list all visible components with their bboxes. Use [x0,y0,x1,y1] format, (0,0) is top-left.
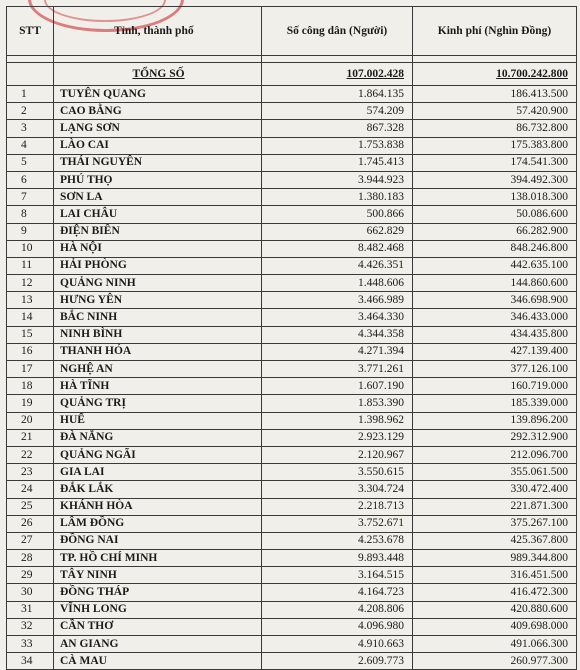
row-province: ĐỒNG NAI [54,532,262,549]
row-province: LÀO CAI [54,137,262,154]
row-budget: 394.492.300 [413,171,577,188]
row-budget: 377.126.100 [413,361,577,378]
row-budget: 260.977.300 [413,653,577,670]
table-header-row [7,7,577,56]
table-row [7,86,577,103]
row-province: TUYÊN QUANG [54,86,262,103]
row-budget: 139.896.200 [413,412,577,429]
row-budget: 144.860.600 [413,275,577,292]
row-citizens: 4.344.358 [262,326,413,343]
table-row [7,309,577,326]
header-province: Tỉnh, thành phố [54,7,262,56]
row-citizens: 4.271.394 [262,343,413,360]
row-citizens: 4.910.663 [262,636,413,653]
row-province: ĐỒNG THÁP [54,584,262,601]
row-budget: 409.698.000 [413,618,577,635]
total-label: TỔNG SỐ [54,63,262,86]
row-budget: 175.383.800 [413,137,577,154]
row-province: CÀ MAU [54,653,262,670]
row-stt: 10 [7,240,54,257]
row-citizens: 3.164.515 [262,567,413,584]
row-citizens: 1.864.135 [262,86,413,103]
row-province: ĐÀ NẴNG [54,429,262,446]
total-row [7,63,577,86]
row-stt: 13 [7,292,54,309]
row-stt: 18 [7,378,54,395]
row-province: BẮC NINH [54,309,262,326]
header-stt: STT [7,7,54,56]
row-province: HUẾ [54,412,262,429]
table-row [7,584,577,601]
row-citizens: 4.253.678 [262,532,413,549]
row-stt: 3 [7,120,54,137]
row-budget: 416.472.300 [413,584,577,601]
row-citizens: 4.426.351 [262,257,413,274]
table-row [7,275,577,292]
row-stt: 16 [7,343,54,360]
row-stt: 22 [7,446,54,463]
table-row [7,223,577,240]
row-budget: 355.061.500 [413,464,577,481]
row-province: HẢI PHÒNG [54,257,262,274]
row-province: QUẢNG TRỊ [54,395,262,412]
row-citizens: 2.120.967 [262,446,413,463]
table-row [7,481,577,498]
row-citizens: 4.208.806 [262,601,413,618]
row-province: HƯNG YÊN [54,292,262,309]
table-row [7,636,577,653]
table-row [7,601,577,618]
row-budget: 186.413.500 [413,86,577,103]
header-citizens: Số công dân (Người) [262,7,413,56]
row-budget: 346.433.000 [413,309,577,326]
row-budget: 50.086.600 [413,206,577,223]
spacer-row [7,56,577,63]
row-citizens: 4.164.723 [262,584,413,601]
row-citizens: 9.893.448 [262,550,413,567]
row-stt: 31 [7,601,54,618]
row-budget: 57.420.900 [413,103,577,120]
table-row [7,292,577,309]
row-citizens: 8.482.468 [262,240,413,257]
row-stt: 7 [7,189,54,206]
row-province: NGHỆ AN [54,361,262,378]
row-citizens: 3.464.330 [262,309,413,326]
row-citizens: 2.923.129 [262,429,413,446]
total-budget: 10.700.242.800 [413,63,577,86]
row-budget: 86.732.800 [413,120,577,137]
row-budget: 292.312.900 [413,429,577,446]
row-province: AN GIANG [54,636,262,653]
table-row [7,240,577,257]
row-budget: 375.267.100 [413,515,577,532]
row-citizens: 3.304.724 [262,481,413,498]
table-row [7,257,577,274]
table-row [7,498,577,515]
table-row [7,446,577,463]
table-row [7,206,577,223]
row-stt: 15 [7,326,54,343]
row-province: LAI CHÂU [54,206,262,223]
row-citizens: 1.380.183 [262,189,413,206]
table-row [7,154,577,171]
row-citizens: 2.609.773 [262,653,413,670]
table-row [7,189,577,206]
row-citizens: 2.218.713 [262,498,413,515]
table-row [7,343,577,360]
row-budget: 221.871.300 [413,498,577,515]
row-citizens: 500.866 [262,206,413,223]
row-budget: 212.096.700 [413,446,577,463]
table-row [7,326,577,343]
row-stt: 20 [7,412,54,429]
row-budget: 420.880.600 [413,601,577,618]
table-row [7,567,577,584]
row-province: KHÁNH HÒA [54,498,262,515]
row-province: ĐẮK LẮK [54,481,262,498]
header-budget: Kinh phí (Nghìn Đồng) [413,7,577,56]
table-row [7,103,577,120]
row-stt: 26 [7,515,54,532]
row-stt: 1 [7,86,54,103]
row-province: GIA LAI [54,464,262,481]
table-row [7,653,577,670]
row-stt: 27 [7,532,54,549]
row-budget: 442.635.100 [413,257,577,274]
row-budget: 66.282.900 [413,223,577,240]
row-budget: 434.435.800 [413,326,577,343]
row-province: HÀ NỘI [54,240,262,257]
row-citizens: 3.466.989 [262,292,413,309]
citizens-budget-table [6,6,577,670]
row-province: HÀ TĨNH [54,378,262,395]
table-row [7,171,577,188]
row-stt: 23 [7,464,54,481]
table-row [7,464,577,481]
row-citizens: 867.328 [262,120,413,137]
row-stt: 24 [7,481,54,498]
row-province: QUẢNG NGÃI [54,446,262,463]
row-citizens: 3.752.671 [262,515,413,532]
row-stt: 33 [7,636,54,653]
row-province: TÂY NINH [54,567,262,584]
table-row [7,550,577,567]
table-row [7,137,577,154]
row-budget: 491.066.300 [413,636,577,653]
row-citizens: 662.829 [262,223,413,240]
row-stt: 8 [7,206,54,223]
row-budget: 330.472.400 [413,481,577,498]
row-budget: 425.367.800 [413,532,577,549]
row-stt: 19 [7,395,54,412]
row-stt: 11 [7,257,54,274]
row-citizens: 1.448.606 [262,275,413,292]
row-budget: 174.541.300 [413,154,577,171]
row-province: LẠNG SƠN [54,120,262,137]
row-province: THANH HÓA [54,343,262,360]
row-stt: 17 [7,361,54,378]
row-citizens: 1.753.838 [262,137,413,154]
total-stt [7,63,54,86]
row-stt: 5 [7,154,54,171]
row-budget: 989.344.800 [413,550,577,567]
row-stt: 2 [7,103,54,120]
total-citizens: 107.002.428 [262,63,413,86]
row-budget: 138.018.300 [413,189,577,206]
row-stt: 4 [7,137,54,154]
row-province: VĨNH LONG [54,601,262,618]
row-citizens: 1.607.190 [262,378,413,395]
row-budget: 185.339.000 [413,395,577,412]
row-stt: 21 [7,429,54,446]
table-row [7,515,577,532]
row-province: QUẢNG NINH [54,275,262,292]
table-row [7,395,577,412]
row-citizens: 1.398.962 [262,412,413,429]
row-province: TP. HỒ CHÍ MINH [54,550,262,567]
row-stt: 12 [7,275,54,292]
row-citizens: 3.944.923 [262,171,413,188]
row-stt: 32 [7,618,54,635]
row-citizens: 1.853.390 [262,395,413,412]
row-citizens: 3.550.615 [262,464,413,481]
row-citizens: 574.209 [262,103,413,120]
table-row [7,120,577,137]
row-budget: 160.719.000 [413,378,577,395]
row-citizens: 3.771.261 [262,361,413,378]
row-province: THÁI NGUYÊN [54,154,262,171]
row-budget: 346.698.900 [413,292,577,309]
row-province: PHÚ THỌ [54,171,262,188]
row-stt: 9 [7,223,54,240]
row-budget: 848.246.800 [413,240,577,257]
row-province: LÂM ĐỒNG [54,515,262,532]
table-row [7,618,577,635]
table-row [7,532,577,549]
row-budget: 427.139.400 [413,343,577,360]
row-stt: 28 [7,550,54,567]
row-province: ĐIỆN BIÊN [54,223,262,240]
table-row [7,412,577,429]
row-stt: 34 [7,653,54,670]
row-citizens: 1.745.413 [262,154,413,171]
row-province: SƠN LA [54,189,262,206]
table-row [7,361,577,378]
row-province: CẦN THƠ [54,618,262,635]
row-province: CAO BẰNG [54,103,262,120]
row-stt: 25 [7,498,54,515]
row-stt: 6 [7,171,54,188]
table-row [7,429,577,446]
row-stt: 29 [7,567,54,584]
row-stt: 14 [7,309,54,326]
row-budget: 316.451.500 [413,567,577,584]
row-stt: 30 [7,584,54,601]
row-citizens: 4.096.980 [262,618,413,635]
table-row [7,378,577,395]
row-province: NINH BÌNH [54,326,262,343]
